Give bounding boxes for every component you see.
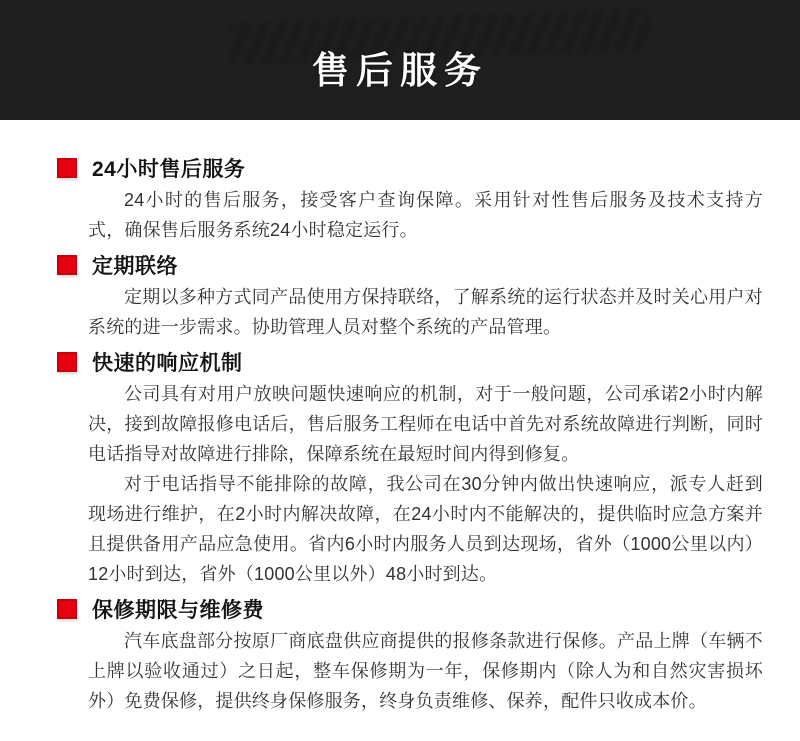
section-heading: 定期联络 xyxy=(92,255,178,278)
section-heading-row xyxy=(57,253,763,277)
section-heading: 保修期限与维修费 xyxy=(92,599,264,622)
section-paragraph: 定期以多种方式同产品使用方保持联络，了解系统的运行状态并及时关心用户对系统的进一步需求。协助管理人员对整个系统的产品管理。 xyxy=(88,287,763,337)
section-paragraph: 对于电话指导不能排除的故障，我公司在30分钟内做出快速响应，派专人赶到现场进行维护，在2小时内解决故障，在24小时内不能解决的，提供临时应急方案并且提供备用产品应急使用。省内6小时内服务人员到达现场，省外（1000公里以内）12小时到达，省外（1000公里以外）48小时到达。 xyxy=(88,474,763,584)
section-paragraph: 汽车底盘部分按原厂商底盘供应商提供的报修条款进行保修。产品上牌（车辆不上牌以验收通过）之日起，整车保修期为一年，保修期内（除人为和自然灾害损坏外）免费保修，提供终身保修服务，终身负责维修、保养，配件只收成本价。 xyxy=(88,631,763,711)
red-square-bullet-icon xyxy=(57,599,77,619)
red-square-bullet-icon xyxy=(57,352,77,372)
section-paragraph: 公司具有对用户放映问题快速响应的机制，对于一般问题，公司承诺2小时内解决，接到故障报修电话后，售后服务工程师在电话中首先对系统故障进行判断，同时电话指导对故障进行排除，保障系统在最短时间内得到修复。 xyxy=(88,384,763,464)
section-regular-contact xyxy=(57,253,763,342)
content-area xyxy=(0,120,800,716)
section-heading-row xyxy=(57,597,763,621)
section-paragraph: 24小时的售后服务，接受客户查询保障。采用针对性售后服务及技术支持方式，确保售后服务系统24小时稳定运行。 xyxy=(88,190,763,240)
red-square-bullet-icon xyxy=(57,158,77,178)
section-heading-row xyxy=(57,156,763,180)
section-heading: 快速的响应机制 xyxy=(92,352,243,375)
section-fast-response xyxy=(57,350,763,589)
section-warranty xyxy=(57,597,763,716)
section-heading-row xyxy=(57,350,763,374)
section-24h-service xyxy=(57,156,763,245)
page-title: 售后服务 xyxy=(312,50,488,91)
section-heading: 24小时售后服务 xyxy=(92,158,246,181)
red-square-bullet-icon xyxy=(57,255,77,275)
header-banner xyxy=(0,0,800,120)
